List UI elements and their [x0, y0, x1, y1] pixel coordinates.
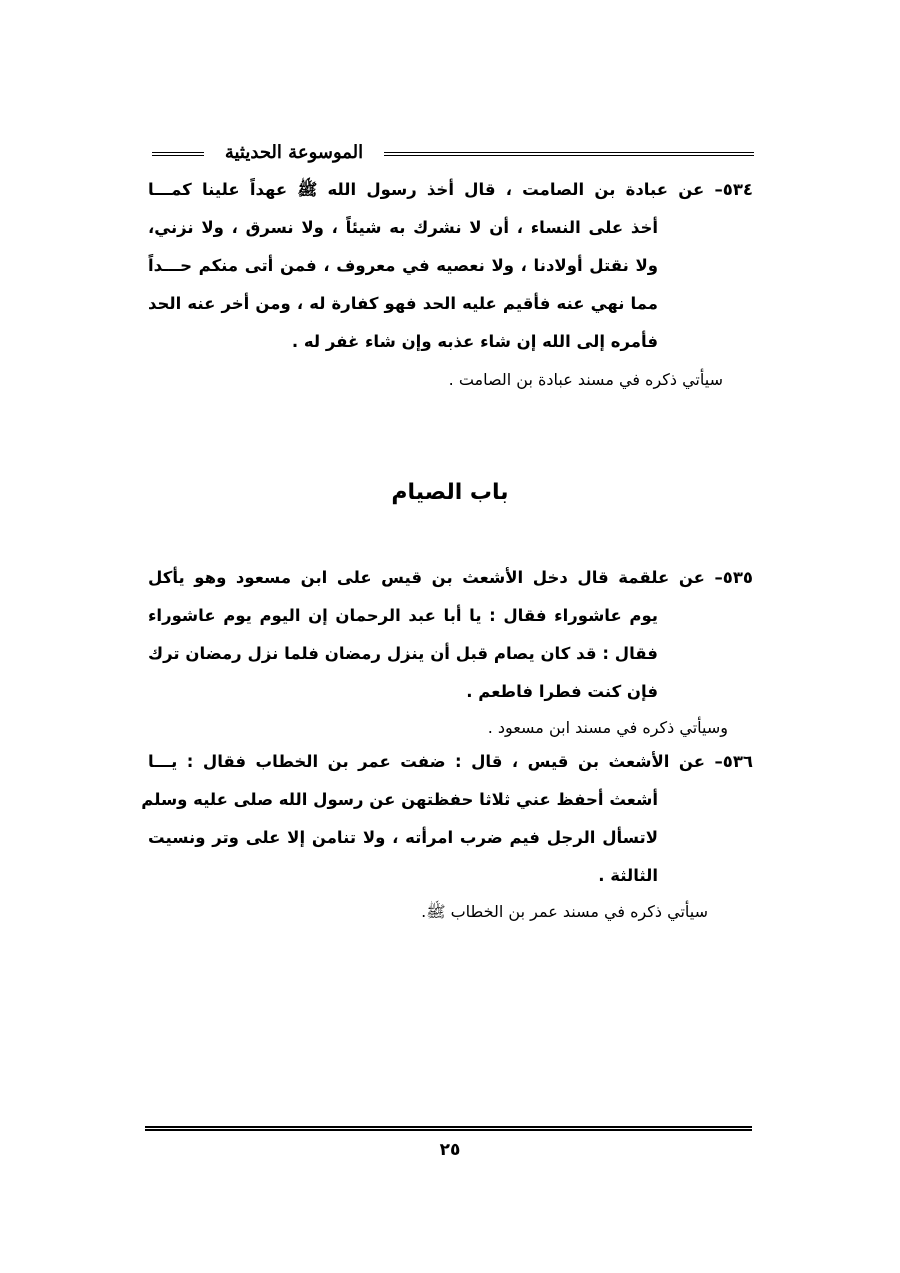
header-rule-right: [384, 152, 754, 156]
entry-534-line-2: أخذ على النساء ، أن لا نشرك به شيئاً ، ولا نسرق ، ولا نزني،: [148, 218, 658, 237]
section-heading: باب الصيام: [391, 480, 509, 505]
entry-536-line-2: أشعث أحفظ عني ثلاثا حفظتهن عن رسول الله صلى عليه وسلم: [141, 790, 658, 809]
header-rule-left: [152, 152, 204, 156]
entry-534-note: سيأتي ذكره في مسند عبادة بن الصامت .: [448, 370, 723, 389]
entry-535-line-3: فقال : قد كان يصام قبل أن ينزل رمضان فلما نزل رمضان ترك: [148, 644, 658, 663]
header-title: الموسوعة الحديثية: [224, 142, 364, 163]
entry-534-line-1: ٥٣٤– عن عبادة بن الصامت ، قال أخذ رسول الله ﷺ عهداً علينا كمـــا: [148, 180, 753, 199]
page-number: ٢٥: [439, 1140, 461, 1160]
entry-536-line-3: لاتسأل الرجل فيم ضرب امرأته ، ولا تنامن إلا على وتر ونسيت: [148, 828, 658, 847]
entry-534-line-4: مما نهي عنه فأقيم عليه الحد فهو كفارة له ، ومن أخر عنه الحد: [148, 294, 658, 313]
entry-534-line-3: ولا نقتل أولادنا ، ولا نعصيه في معروف ، فمن أتى منكم حـــداً: [148, 256, 658, 275]
entry-536-note: سيأتي ذكره في مسند عمر بن الخطاب ﷺ.: [421, 902, 708, 921]
entry-535-line-1: ٥٣٥– عن علقمة قال دخل الأشعث بن قيس على ابن مسعود وهو يأكل: [148, 568, 753, 587]
footer-rule: [145, 1126, 752, 1131]
entry-536-line-1: ٥٣٦– عن الأشعث بن قيس ، قال : ضفت عمر بن الخطاب فقال : يـــا: [148, 752, 753, 771]
entry-534-line-5: فأمره إلى الله إن شاء عذبه وإن شاء غفر له .: [291, 332, 658, 351]
entry-535-line-2: يوم عاشوراء فقال : يا أبا عبد الرحمان إن اليوم يوم عاشوراء: [148, 606, 658, 625]
entry-536-line-4: الثالثة .: [598, 866, 658, 885]
entry-535-note: وسيأتي ذكره في مسند ابن مسعود .: [487, 718, 728, 737]
entry-535-line-4: فإن كنت فطرا فاطعم .: [466, 682, 658, 701]
